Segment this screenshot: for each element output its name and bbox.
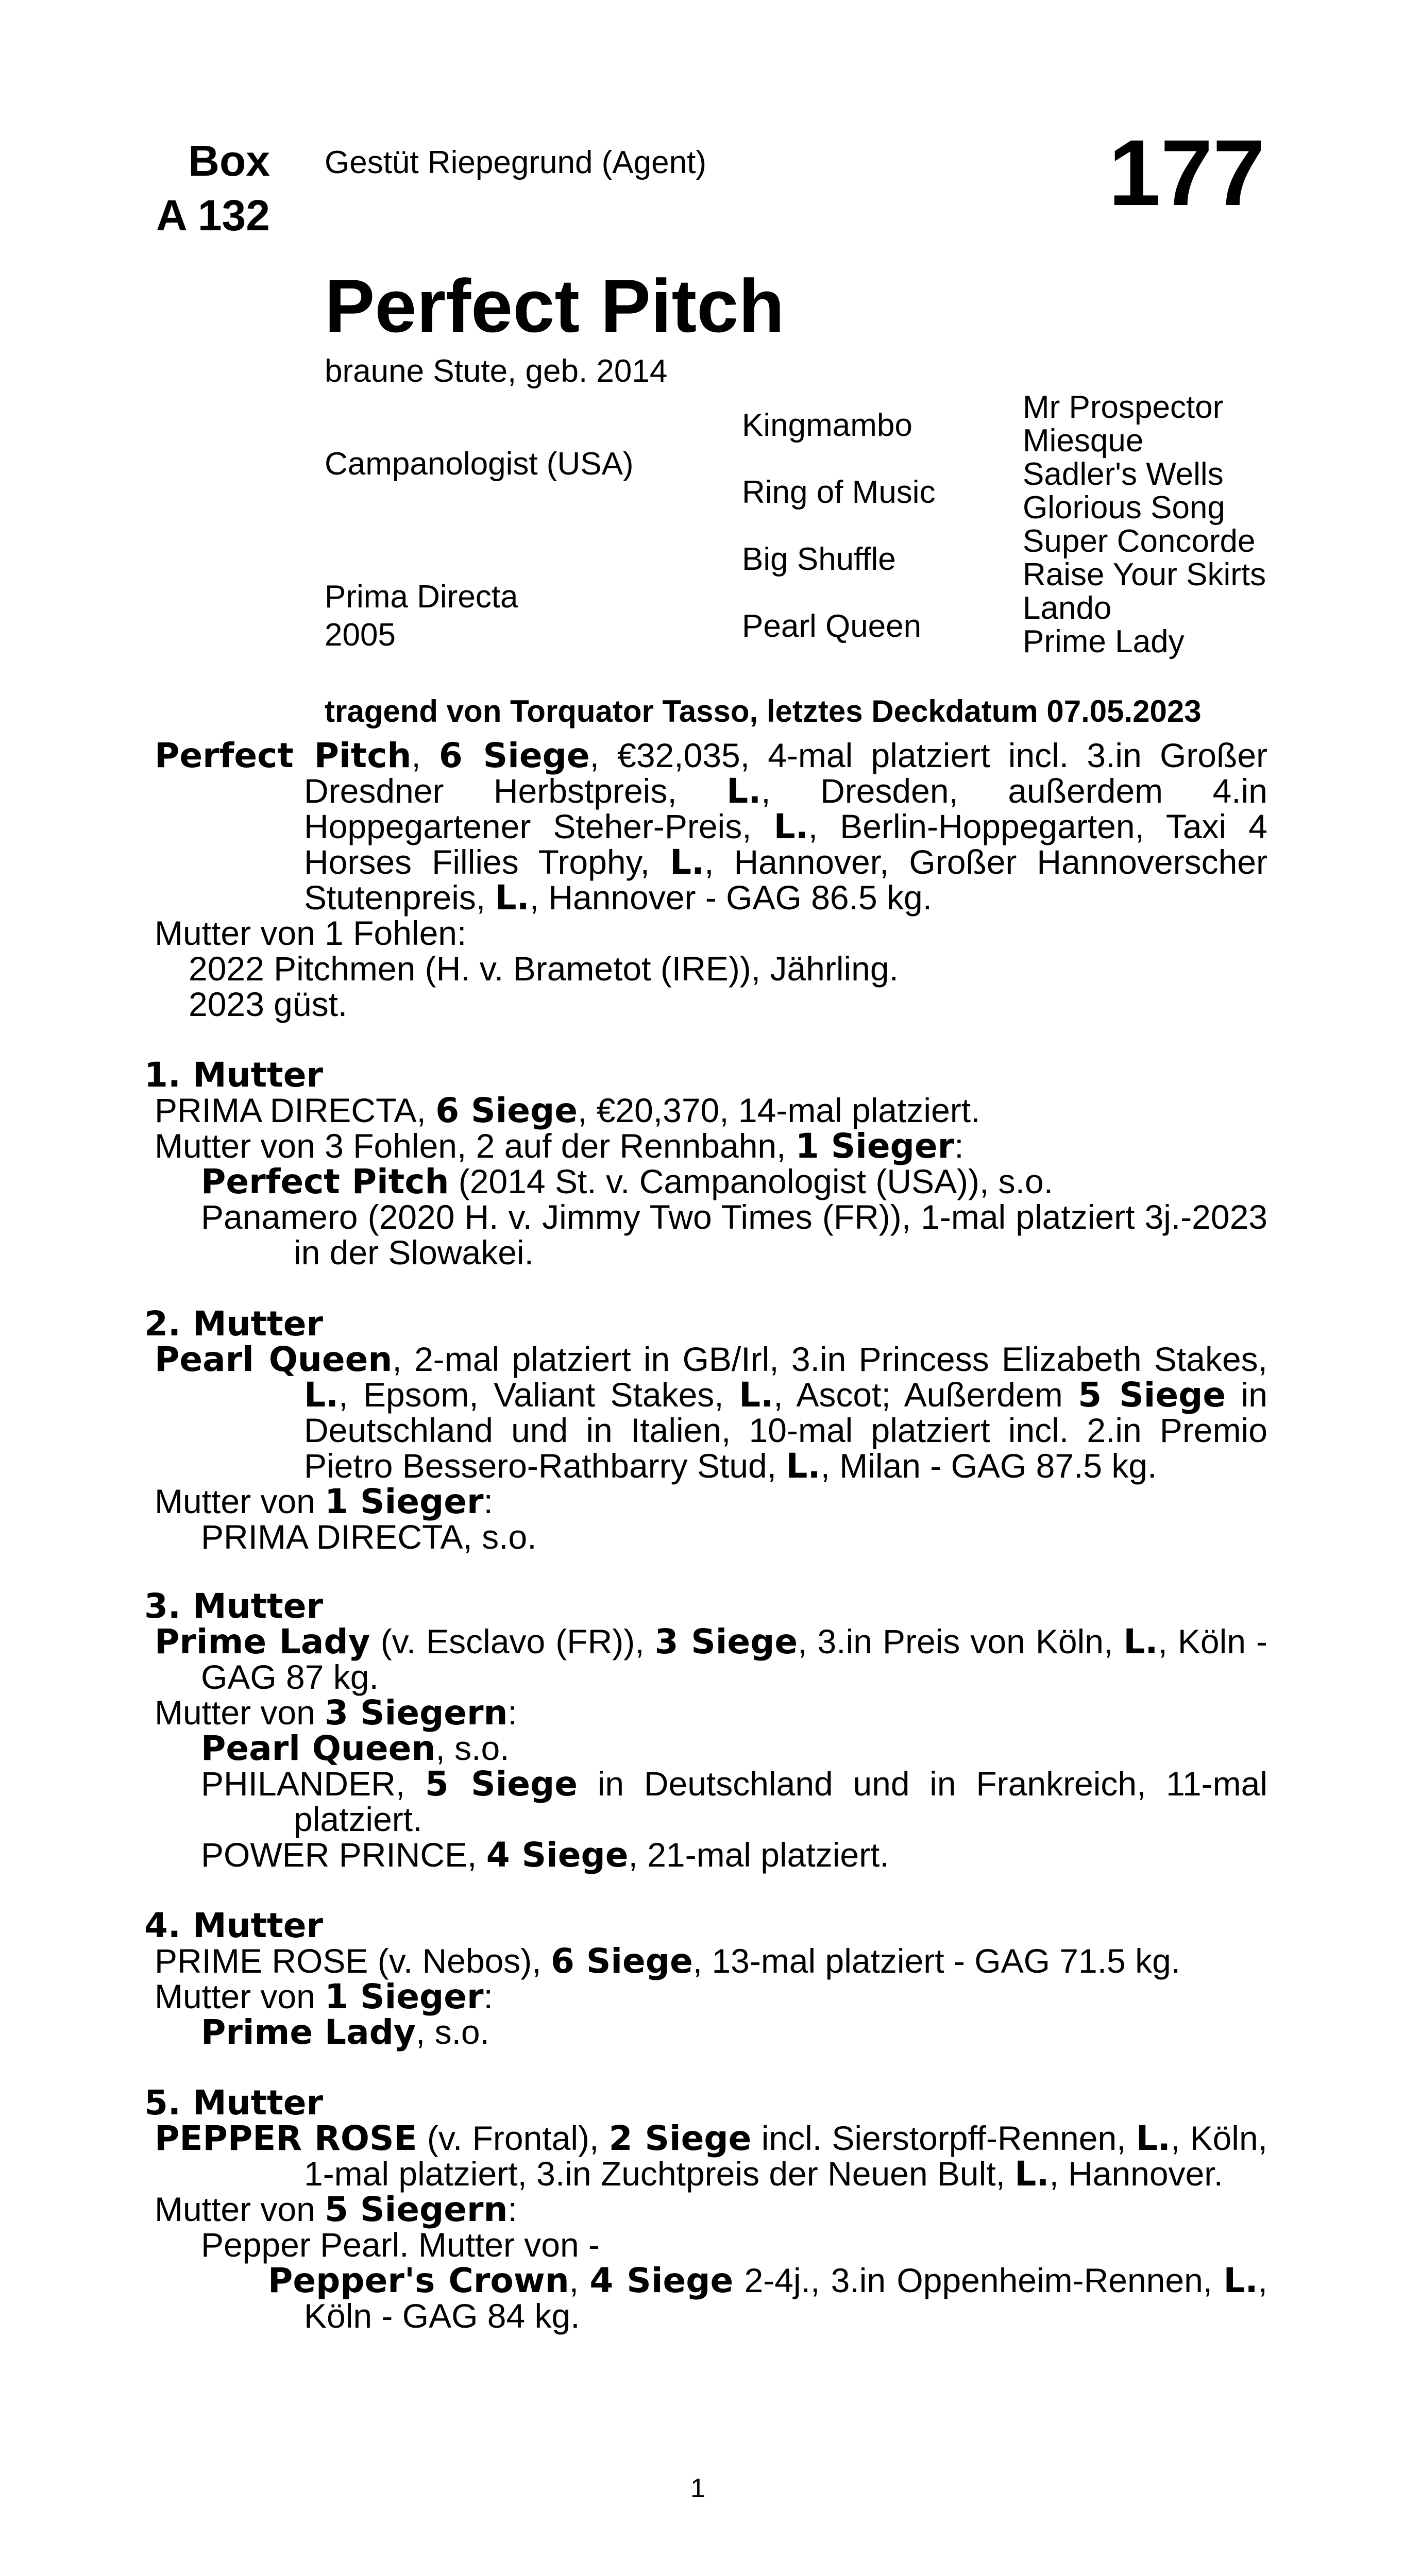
pedigree-gen2-item: Big Shuffle [742, 541, 896, 577]
dam1-heading: 1. Mutter [144, 1055, 324, 1095]
own-record-section [155, 738, 1267, 1022]
list-item: Pepper Pearl. Mutter von - [201, 2226, 600, 2264]
list-item: 2023 güst. [189, 985, 348, 1023]
pedigree-gen3-item: Mr Prospector [1023, 389, 1224, 425]
pedigree-gen3-item: Prime Lady [1023, 624, 1185, 659]
dam4-section [144, 1906, 1267, 2052]
dam2-mother-of: Mutter von 1 Sieger: [155, 1482, 493, 1521]
list-item: POWER PRINCE, 4 Siege, 21-mal platziert. [201, 1835, 889, 1875]
box-label: Box [188, 137, 270, 185]
dam3-mother-of: Mutter von 3 Siegern: [155, 1693, 517, 1733]
horse-description: braune Stute, geb. 2014 [325, 353, 668, 389]
dam3-section [144, 1586, 1268, 1875]
consignor-agent: Gestüt Riepegrund (Agent) [325, 145, 706, 180]
pedigree-gen3-item: Glorious Song [1023, 490, 1225, 526]
dam2-heading: 2. Mutter [144, 1304, 324, 1344]
own-record-text: Perfect Pitch, 6 Siege, €32,035, 4-mal platziert incl. 3.in Großer Dresdner Herbstpreis, L., Dresden, außerdem 4.in Hoppegartener Steher-Preis, L., Berlin-Hoppegarten, Taxi 4 Horses Fillies Trophy, L., Hannover, Großer Hannoverscher Stutenpreis, L., Hannover - GAG 86.5 kg. [155, 736, 1268, 918]
pedigree-gen2-item: Pearl Queen [742, 608, 922, 644]
pedigree-gen2-item: Kingmambo [742, 408, 912, 443]
dam4-heading: 4. Mutter [144, 1906, 324, 1945]
pedigree-gen3-item: Lando [1023, 590, 1112, 626]
dam5-mother-of: Mutter von 5 Siegern: [155, 2190, 517, 2229]
dam4-mother-of: Mutter von 1 Sieger: [155, 1977, 493, 2016]
pedigree-gen3-item: Super Concorde [1023, 523, 1256, 559]
dam5-section [144, 2083, 1268, 2335]
dam3-record: Prime Lady (v. Esclavo (FR)), 3 Siege, 3.in Preis von Köln, L., Köln - GAG 87 kg. [155, 1622, 1268, 1696]
foals-line: Mutter von 1 Fohlen: [155, 914, 467, 952]
dam1-mother-of: Mutter von 3 Fohlen, 2 auf der Rennbahn, 1 Sieger: [155, 1126, 964, 1166]
list-item: PRIMA DIRECTA, s.o. [201, 1518, 537, 1556]
pedigree-sire: Campanologist (USA) [325, 446, 634, 482]
dam1-section [144, 1055, 1267, 1272]
list-item: Perfect Pitch (2014 St. v. Campanologist (USA)), s.o. [201, 1162, 1054, 1201]
pedigree-dam-year: 2005 [325, 617, 396, 653]
dam5-heading: 5. Mutter [144, 2083, 324, 2123]
dam4-record: PRIME ROSE (v. Nebos), 6 Siege, 13-mal platziert - GAG 71.5 kg. [155, 1941, 1181, 1981]
covering-info: tragend von Torquator Tasso, letztes Deckdatum 07.05.2023 [325, 694, 1202, 728]
horse-name: Perfect Pitch [325, 264, 785, 348]
pedigree-gen3-item: Miesque [1023, 423, 1144, 459]
list-item: 2022 Pitchmen (H. v. Brametot (IRE)), Jährling. [189, 950, 899, 988]
list-item: Prime Lady, s.o. [201, 2012, 489, 2052]
list-item: PHILANDER, 5 Siege in Deutschland und in Frankreich, 11-mal platziert. [201, 1764, 1268, 1838]
pedigree-dam: Prima Directa [325, 579, 518, 615]
dam3-heading: 3. Mutter [144, 1586, 324, 1626]
dam1-record: PRIMA DIRECTA, 6 Siege, €20,370, 14-mal platziert. [155, 1091, 980, 1130]
pedigree-gen3-item: Sadler's Wells [1023, 456, 1224, 492]
dam5-record: PEPPER ROSE (v. Frontal), 2 Siege incl. Sierstorpff-Rennen, L., Köln, 1-mal platziert, 3.in Zuchtpreis der Neuen Bult, L., Hannover. [155, 2119, 1268, 2194]
list-item: Pearl Queen, s.o. [201, 1728, 510, 1768]
list-item: Panamero (2020 H. v. Jimmy Two Times (FR)), 1-mal platziert 3j.-2023 in der Slowakei. [201, 1198, 1267, 1272]
pedigree-gen3-item: Raise Your Skirts [1023, 557, 1266, 592]
dam2-record: Pearl Queen, 2-mal platziert in GB/Irl, 3.in Princess Elizabeth Stakes, L., Epsom, Valiant Stakes, L., Ascot; Außerdem 5 Siege in Deutschland und in Italien, 10-mal platziert incl. 2.in Premio Pietro Bessero-Rathbarry Stud, L., Milan - GAG 87.5 kg. [155, 1340, 1267, 1486]
box-number: A 132 [156, 191, 270, 240]
page-number: 1 [690, 2473, 705, 2503]
pedigree-gen2-item: Ring of Music [742, 474, 936, 510]
lot-number: 177 [1108, 120, 1265, 225]
list-item: Pepper's Crown, 4 Siege 2-4j., 3.in Oppenheim-Rennen, L., Köln - GAG 84 kg. [268, 2261, 1267, 2335]
dam2-section [144, 1304, 1267, 1556]
